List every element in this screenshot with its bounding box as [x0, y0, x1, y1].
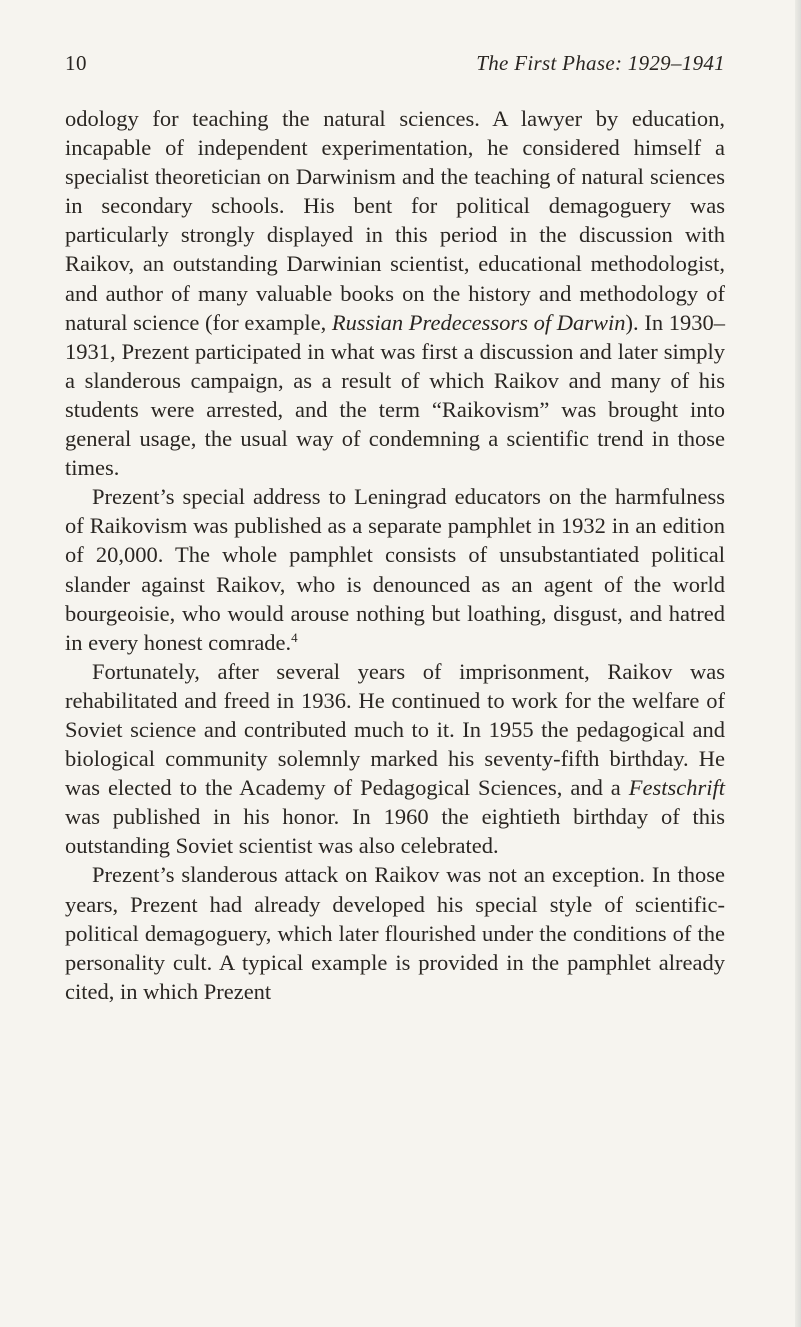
- paragraph-1: [65, 104, 725, 482]
- paragraph-text: odology for teaching the natural sciences. A lawyer by education, incapable of independent experimentation, he considered himself a specialist theoretician on Darwinism and the teaching of natural sciences in secondary schools. His bent for political demagoguery was particularly strongly displayed in this period in the discussion with Raikov, an outstanding Darwinian scientist, educational methodologist, and author of many valuable books on the history and methodology of natural science (for example,: [65, 106, 725, 335]
- page-edge-shadow: [795, 0, 801, 1327]
- paragraph-text: Prezent’s slanderous attack on Raikov was not an exception. In those years, Prezent had already developed his special style of scientific-political demagoguery, which later flourished under the conditions of the personality cult. A typical example is provided in the pamphlet already cited, in which Prezent: [65, 862, 725, 1004]
- footnote-reference[interactable]: 4: [291, 629, 298, 645]
- paragraph-text: Prezent’s special address to Leningrad educators on the harmfulness of Raikovism was published as a separate pamphlet in 1932 in an edition of 20,000. The whole pamphlet consists of unsubstantiated political slander against Raikov, who is denounced as an agent of the world bourgeoisie, who would arouse nothing but loathing, disgust, and hatred in every honest comrade.: [65, 484, 725, 655]
- paragraph-text: ). In 1930–1931, Prezent participated in what was first a discussion and later simply a slanderous campaign, as a result of which Raikov and many of his students were arrested, and the term “Raikovism” was brought into general usage, the usual way of condemning a scientific trend in those times.: [65, 309, 725, 481]
- festschrift-italic: Festschrift: [628, 775, 725, 801]
- paragraph-text: was published in his honor. In 1960 the eightieth birthday of this outstanding Soviet scientist was also celebrated.: [65, 804, 725, 859]
- paragraph-4: [65, 860, 725, 1005]
- book-title-italic: Russian Predecessors of Darwin: [331, 309, 626, 335]
- page-number: 10: [65, 51, 87, 75]
- paragraph-3: [65, 657, 725, 861]
- running-head: [65, 46, 725, 80]
- body-text: [65, 104, 725, 1006]
- paragraph-2: [65, 482, 725, 657]
- paragraph-text: Fortunately, after several years of imprisonment, Raikov was rehabilitated and freed in 1936. He continued to work for the welfare of Soviet science and contributed much to it. In 1955 the pedagogical and biological community solemnly marked his seventy-fifth birthday. He was elected to the Academy of Pedagogical Sciences, and a: [65, 658, 725, 801]
- running-title: The First Phase: 1929–1941: [476, 51, 725, 75]
